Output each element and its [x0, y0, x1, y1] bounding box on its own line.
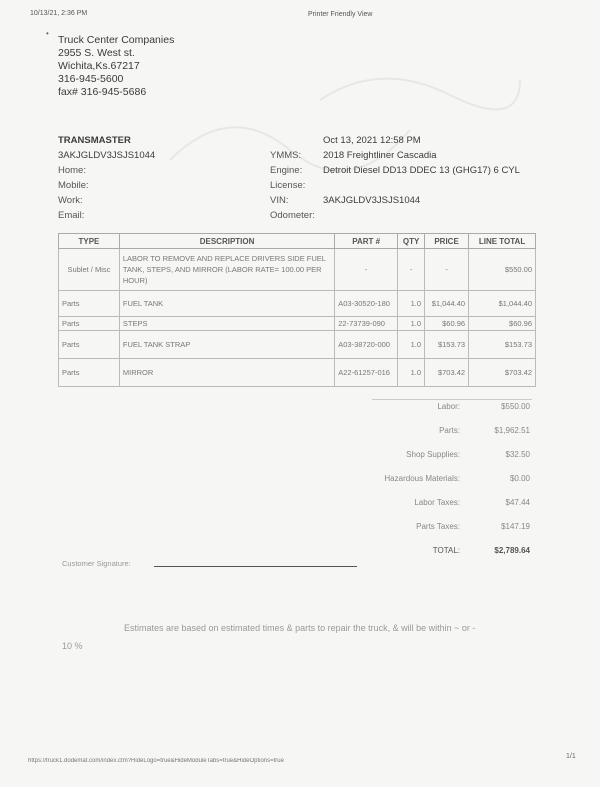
total-label: TOTAL:	[432, 546, 460, 555]
vin-label: VIN:	[270, 195, 289, 206]
home-label: Home:	[58, 165, 86, 176]
cell-type: Parts	[59, 291, 120, 317]
labor-taxes-value: $47.44	[505, 498, 530, 507]
cell-description: STEPS	[119, 317, 334, 331]
cell-part: -	[335, 249, 398, 291]
vin-value: 3AKJGLDV3JSJS1044	[323, 195, 421, 206]
company-fax: fax# 316-945-5686	[58, 86, 147, 98]
cell-description: FUEL TANK	[119, 291, 334, 317]
company-address2: Wichita,Ks.67217	[58, 60, 140, 72]
parts-label: Parts:	[439, 426, 460, 435]
cell-part: 22-73739-090	[335, 317, 398, 331]
line-items-table	[58, 233, 536, 387]
cell-qty: 1.0	[398, 291, 425, 317]
col-header-line-total: LINE TOTAL	[469, 234, 536, 249]
footer-url: https://truck1.dodemat.com/index.cfm?HideLogo=true&HideModuleTabs=true&HideOptions=true	[28, 758, 284, 764]
cell-total: $1,044.40	[469, 291, 536, 317]
cell-price: -	[425, 249, 469, 291]
cell-qty: 1.0	[398, 359, 425, 387]
col-header-part: PART #	[335, 234, 398, 249]
cell-part: A03-30520-180	[335, 291, 398, 317]
table-row	[59, 331, 536, 359]
cell-type: Sublet / Misc	[59, 249, 120, 291]
cell-type: Parts	[59, 317, 120, 331]
hazardous-materials-label: Hazardous Materials:	[384, 474, 460, 483]
ymms-value: 2018 Freightliner Cascadia	[323, 150, 437, 161]
parts-taxes-label: Parts Taxes:	[416, 522, 460, 531]
cell-description: LABOR TO REMOVE AND REPLACE DRIVERS SIDE FUEL TANK, STEPS, AND MIRROR (LABOR RATE= 100.00 PER HOUR)	[119, 249, 334, 291]
col-header-type: TYPE	[59, 234, 120, 249]
cell-part: A22-61257-016	[335, 359, 398, 387]
labor-value: $550.00	[501, 402, 530, 411]
shop-supplies-label: Shop Supplies:	[406, 450, 460, 459]
page-number: 1/1	[566, 753, 576, 760]
ymms-label: YMMS:	[270, 150, 302, 161]
table-row	[59, 317, 536, 331]
cell-total: $153.73	[469, 331, 536, 359]
cell-type: Parts	[59, 331, 120, 359]
cell-price: $703.42	[425, 359, 469, 387]
mobile-label: Mobile:	[58, 180, 89, 191]
company-address1: 2955 S. West st.	[58, 47, 135, 59]
cell-qty: 1.0	[398, 331, 425, 359]
engine-label: Engine:	[270, 165, 303, 176]
odometer-label: Odometer:	[270, 210, 315, 221]
cell-description: FUEL TANK STRAP	[119, 331, 334, 359]
cell-description: MIRROR	[119, 359, 334, 387]
table-row	[59, 249, 536, 291]
signature-line	[154, 566, 357, 567]
print-title: Printer Friendly View	[308, 11, 373, 18]
disclaimer-line2: 10 %	[62, 641, 83, 651]
labor-taxes-label: Labor Taxes:	[414, 498, 460, 507]
col-header-description: DESCRIPTION	[119, 234, 334, 249]
table-row	[59, 291, 536, 317]
col-header-price: PRICE	[425, 234, 469, 249]
customer-id: 3AKJGLDV3JSJS1044	[58, 150, 156, 161]
cell-part: A03-38720-000	[335, 331, 398, 359]
table-row	[59, 359, 536, 387]
customer-name: TRANSMASTER	[58, 135, 131, 146]
cell-qty: 1.0	[398, 317, 425, 331]
cell-price: $1,044.40	[425, 291, 469, 317]
estimate-datetime: Oct 13, 2021 12:58 PM	[323, 135, 421, 146]
signature-label: Customer Signature:	[62, 559, 131, 568]
cell-qty: -	[398, 249, 425, 291]
labor-label: Labor:	[437, 402, 460, 411]
print-datetime: 10/13/21, 2:36 PM	[30, 10, 88, 17]
customer-block	[58, 133, 155, 223]
table-header-row	[59, 234, 536, 249]
total-value: $2,789.64	[494, 546, 530, 555]
cell-total: $60.96	[469, 317, 536, 331]
cell-total: $703.42	[469, 359, 536, 387]
cell-type: Parts	[59, 359, 120, 387]
cell-total: $550.00	[469, 249, 536, 291]
cell-price: $60.96	[425, 317, 469, 331]
totals-divider	[372, 399, 532, 400]
company-block	[58, 34, 174, 99]
vehicle-block	[270, 133, 570, 223]
email-label: Email:	[58, 210, 85, 221]
work-label: Work:	[58, 195, 83, 206]
disclaimer-line1: Estimates are based on estimated times & parts to repair the truck, & will be within ~ or -	[124, 623, 476, 633]
cell-price: $153.73	[425, 331, 469, 359]
col-header-qty: QTY	[398, 234, 425, 249]
company-phone: 316-945-5600	[58, 73, 124, 85]
company-name: Truck Center Companies	[58, 34, 175, 46]
engine-value: Detroit Diesel DD13 DDEC 13 (GHG17) 6 CYL	[323, 165, 520, 176]
hazardous-materials-value: $0.00	[509, 474, 530, 483]
bullet-marker-icon: •	[46, 29, 49, 38]
parts-taxes-value: $147.19	[501, 522, 530, 531]
shop-supplies-value: $32.50	[505, 450, 530, 459]
parts-value: $1,962.51	[494, 426, 530, 435]
license-label: License:	[270, 180, 306, 191]
